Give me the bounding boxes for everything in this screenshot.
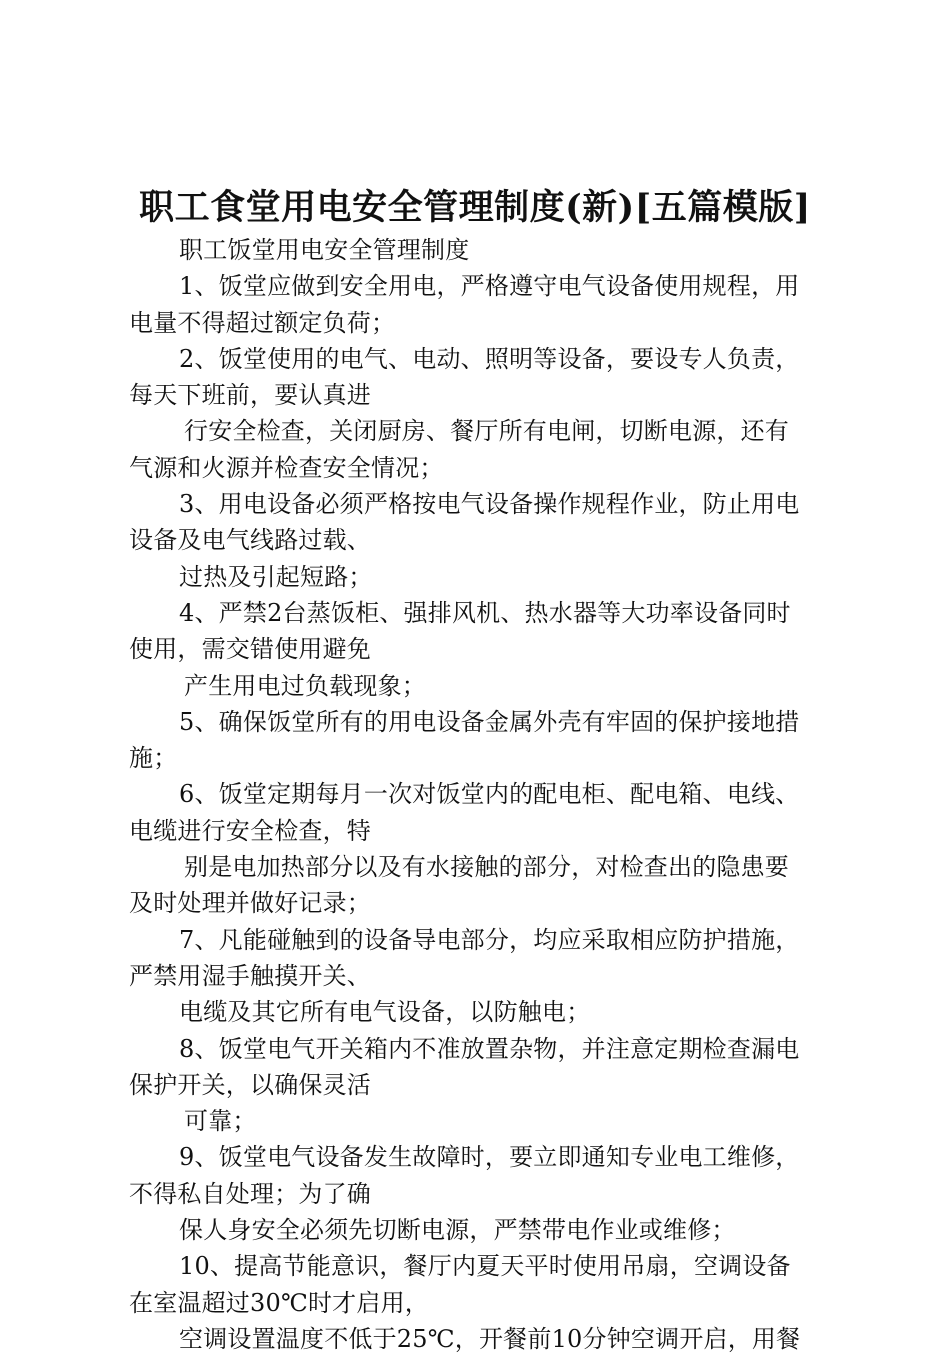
body-line: 保人身安全必须先切断电源，严禁带电作业或维修； [179,1216,736,1245]
body-line: 10、提高节能意识，餐厅内夏天平时使用吊扇，空调设备 [179,1252,791,1281]
body-line: 保护开关，以确保灵活 [129,1070,371,1099]
body-line: 6、饭堂定期每月一次对饭堂内的配电柜、配电箱、电线、 [179,780,800,809]
body-line: 严禁用湿手触摸开关、 [129,961,371,990]
body-line: 及时处理并做好记录； [129,889,371,918]
body-line: 不得私自处理；为了确 [129,1179,371,1208]
body-line: 4、严禁2台蒸饭柜、强排风机、热水器等大功率设备同时 [179,598,791,627]
body-line: 产生用电过负载现象； [184,671,426,700]
body-line: 使用，需交错使用避免 [129,635,371,664]
body-line: 施； [129,744,178,773]
body-line: 9、饭堂电气设备发生故障时，要立即通知专业电工维修， [179,1143,800,1172]
body-line: 5、确保饭堂所有的用电设备金属外壳有牢固的保护接地措 [179,707,800,736]
body-line: 别是电加热部分以及有水接触的部分，对检查出的隐患要 [184,853,789,882]
body-line: 空调设置温度不低于25℃，开餐前10分钟空调开启，用餐 [179,1324,801,1353]
body-line: 电量不得超过额定负荷； [129,308,396,337]
body-line: 每天下班前，要认真进 [129,381,371,410]
body-line: 职工饭堂用电安全管理制度 [179,236,470,264]
body-line: 2、饭堂使用的电气、电动、照明等设备，要设专人负责， [179,344,800,373]
document-body [129,232,829,1357]
body-line: 可靠； [184,1107,257,1136]
body-line: 7、凡能碰触到的设备导电部分，均应采取相应防护措施， [179,925,800,954]
body-line: 设备及电气线路过载、 [129,526,371,555]
body-line: 电缆及其它所有电气设备，以防触电； [179,998,591,1027]
body-line: 3、用电设备必须严格按电气设备操作规程作业，防止用电 [179,490,800,519]
document-title: 职工食堂用电安全管理制度(新)[五篇模版] [139,187,811,228]
body-line: 气源和火源并检查安全情况； [129,453,444,482]
body-line: 1、饭堂应做到安全用电，严格遵守电气设备使用规程，用 [179,272,800,301]
body-line: 电缆进行安全检查，特 [129,816,371,845]
body-line: 8、饭堂电气开关箱内不准放置杂物，并注意定期检查漏电 [179,1034,800,1063]
body-line: 行安全检查，关闭厨房、餐厅所有电闸，切断电源，还有 [184,417,789,446]
body-line: 在室温超过30℃时才启用， [129,1288,429,1317]
body-line: 过热及引起短路； [179,562,373,591]
